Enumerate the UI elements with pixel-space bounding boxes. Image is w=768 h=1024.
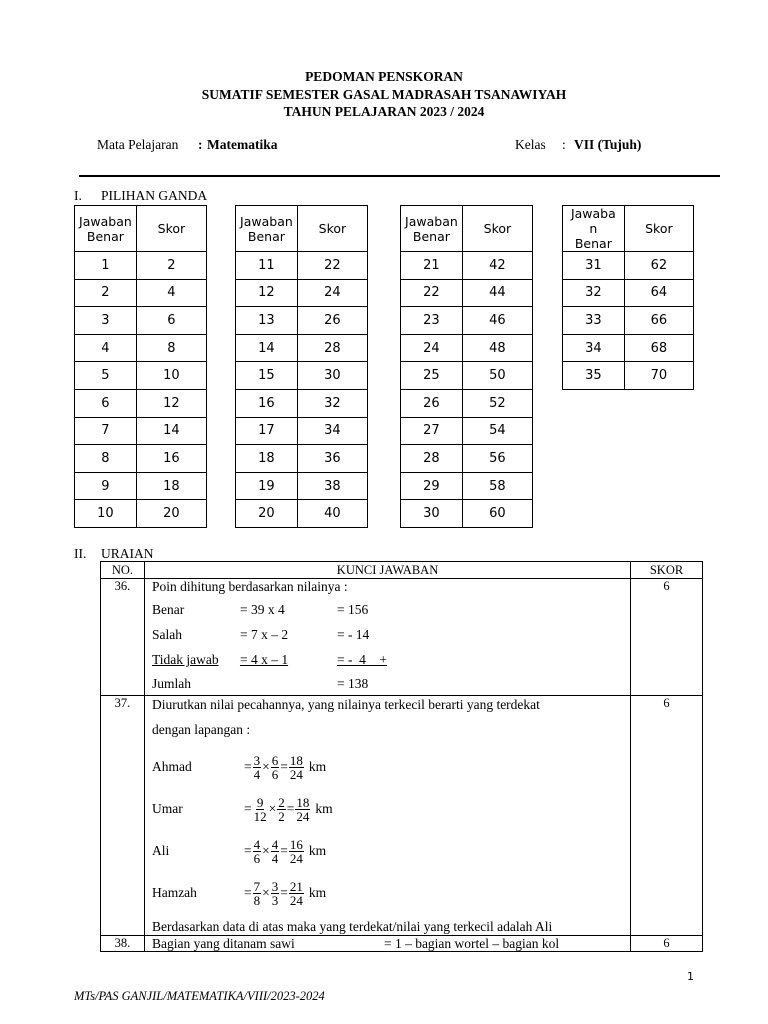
table-row: 8 16 (75, 445, 207, 473)
fraction: $\frac{4}{6}$ (253, 836, 261, 866)
table-row: 5 10 (75, 362, 207, 390)
table-row: 34 68 (563, 334, 694, 362)
q36-intro: Poin dihitung berdasarkan nilainya : (151, 579, 348, 594)
table-row: 3 6 (75, 307, 207, 335)
fraction: $\frac{21}{24}$ (289, 878, 303, 908)
class-sep: : (562, 137, 566, 152)
table-row: 20 40 (236, 500, 368, 528)
question-score: 6 (631, 579, 703, 696)
table-row: 11 22 (236, 252, 368, 280)
doc-title-line1: PEDOMAN PENSKORAN (305, 69, 463, 84)
fraction: $\frac{2}{2}$ (278, 794, 285, 824)
subject-value: Matematika (207, 137, 278, 152)
pg-header-answer: Jawaban Benar (236, 206, 298, 252)
pg-table-3 (400, 205, 533, 528)
pg-table-4 (562, 205, 694, 390)
table-row: 22 44 (401, 279, 533, 307)
class-value: VII (Tujuh) (574, 137, 642, 152)
doc-title-line3: TAHUN PELAJARAN 2023 / 2024 (283, 104, 485, 119)
q36-line-jumlah: Jumlah = 138 (151, 676, 369, 691)
col-header-key: KUNCI JAWABAN (144, 562, 630, 579)
section2-title: URAIAN (101, 546, 154, 561)
table-row: 31 62 (563, 252, 694, 280)
table-row: 23 46 (401, 307, 533, 335)
fraction: $\frac{3}{4}$ (253, 752, 261, 782)
answer-key-38: Bagian yang ditanam sawi = 1 – bagian wortel – bagian kol (144, 936, 630, 952)
table-row: 6 12 (75, 389, 207, 417)
pg-table-1 (74, 205, 207, 528)
table-row: 21 42 (401, 252, 533, 280)
table-row: 19 38 (236, 472, 368, 500)
q37-intro2: dengan lapangan : (151, 722, 251, 737)
q36-line-salah: Salah = 7 x – 2 = - 14 (151, 627, 370, 642)
table-row: 29 58 (401, 472, 533, 500)
question-37-row (101, 696, 703, 936)
uraian-table (100, 561, 703, 952)
q37-row-ahmad: Ahmad = $\frac{3}{4}$ × $\frac{6}{6}$ = $\frac{18}{24}$ km (151, 752, 327, 782)
fraction: $\frac{7}{8}$ (253, 878, 261, 908)
question-score: 6 (631, 936, 703, 952)
table-row: 2 4 (75, 279, 207, 307)
q36-line-tidak-jawab: Tidak jawab = 4 x – 1 = - 4 + (151, 652, 388, 667)
pg-table-2 (235, 205, 368, 528)
fraction: $\frac{3}{3}$ (271, 878, 279, 908)
table-row: 27 54 (401, 417, 533, 445)
header-divider (79, 175, 720, 177)
q36-line-benar: Benar = 39 x 4 = 156 (151, 602, 369, 617)
table-row: 26 52 (401, 389, 533, 417)
pg-header-answer: Jawaban Benar (401, 206, 463, 252)
table-row: 33 66 (563, 307, 694, 335)
pg-header-answer: Jawaban Benar (75, 206, 137, 252)
pg-header-score: Skor (297, 206, 367, 252)
q37-row-umar: Umar = $\frac{9}{12}$ × $\frac{2}{2}$ = $\frac{18}{24}$ km (151, 794, 333, 824)
question-number: 37. (101, 696, 145, 936)
page-number: 1 (687, 970, 694, 983)
question-36-row (101, 579, 703, 696)
table-row: 12 24 (236, 279, 368, 307)
table-row: 13 26 (236, 307, 368, 335)
fraction: $\frac{18}{24}$ (289, 752, 303, 782)
pg-header-score: Skor (462, 206, 532, 252)
table-row: 30 60 (401, 500, 533, 528)
fraction: $\frac{16}{24}$ (289, 836, 303, 866)
table-row: 9 18 (75, 472, 207, 500)
q37-intro1: Diurutkan nilai pecahannya, yang nilainya terkecil berarti yang terdekat (151, 697, 540, 712)
table-row: 35 70 (563, 362, 694, 390)
table-row: 7 14 (75, 417, 207, 445)
section1-roman: I. (74, 188, 82, 203)
answer-key-36 (144, 579, 630, 696)
q37-row-hamzah: Hamzah = $\frac{7}{8}$ × $\frac{3}{3}$ = $\frac{21}{24}$ km (151, 878, 327, 908)
table-row: 32 64 (563, 279, 694, 307)
subject-label: Mata Pelajaran (97, 137, 179, 152)
table-row: 17 34 (236, 417, 368, 445)
question-score: 6 (631, 696, 703, 936)
table-row: 15 30 (236, 362, 368, 390)
table-row: 14 28 (236, 334, 368, 362)
table-row: 10 20 (75, 500, 207, 528)
table-row: 24 48 (401, 334, 533, 362)
table-row: 16 32 (236, 389, 368, 417)
fraction: $\frac{9}{12}$ (253, 794, 267, 824)
fraction: $\frac{6}{6}$ (271, 752, 279, 782)
q37-conclusion: Berdasarkan data di atas maka yang terdekat/nilai yang terkecil adalah Ali (151, 919, 553, 934)
class-label: Kelas (515, 137, 546, 152)
subject-sep: : (198, 137, 203, 152)
question-number: 38. (101, 936, 145, 952)
table-row: 1 2 (75, 252, 207, 280)
pg-header-score: Skor (136, 206, 206, 252)
footer-text: MTs/PAS GANJIL/MATEMATIKA/VIII/2023-2024 (74, 989, 325, 1003)
table-row: 4 8 (75, 334, 207, 362)
pg-header-score: Skor (624, 206, 693, 252)
table-row: 25 50 (401, 362, 533, 390)
question-number: 36. (101, 579, 145, 696)
doc-title-line2: SUMATIF SEMESTER GASAL MADRASAH TSANAWIYAH (201, 87, 567, 102)
table-row: 28 56 (401, 445, 533, 473)
question-38-row (101, 936, 703, 952)
fraction: $\frac{18}{24}$ (296, 794, 310, 824)
section2-roman: II. (74, 546, 87, 561)
section1-title: PILIHAN GANDA (101, 188, 208, 203)
pg-header-answer: Jawaba n Benar (563, 206, 625, 252)
fraction: $\frac{4}{4}$ (271, 836, 279, 866)
table-row: 18 36 (236, 445, 368, 473)
answer-key-37 (144, 696, 630, 936)
col-header-score: SKOR (631, 562, 703, 579)
q37-row-ali: Ali = $\frac{4}{6}$ × $\frac{4}{4}$ = $\frac{16}{24}$ km (151, 836, 327, 866)
col-header-no: NO. (101, 562, 145, 579)
